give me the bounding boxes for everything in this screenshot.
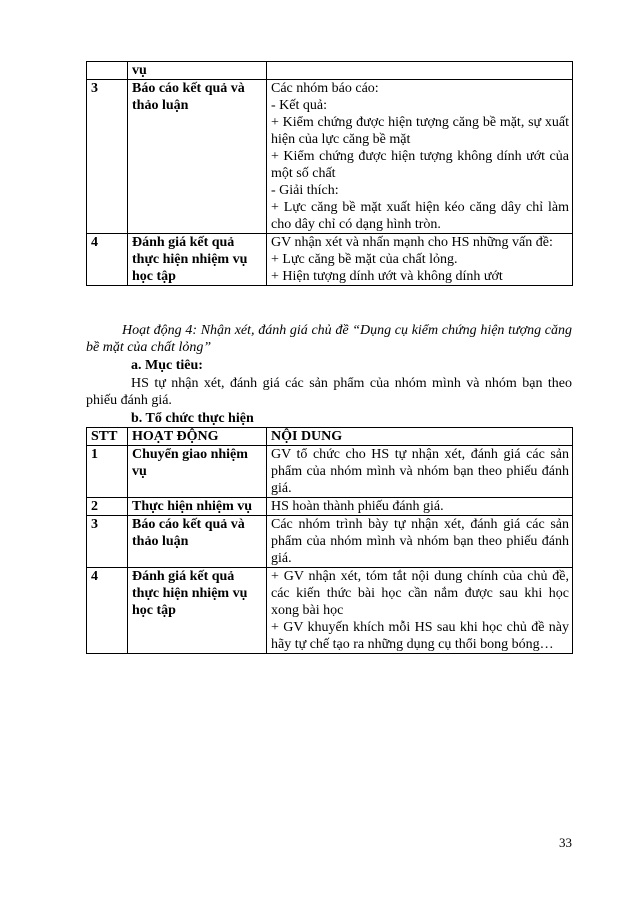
- stt-cell: 1: [87, 446, 128, 498]
- activity-cell: Đánh giá kết quả thực hiện nhiệm vụ học tập: [128, 234, 267, 286]
- stt-cell: 3: [87, 80, 128, 234]
- table-row: [87, 568, 573, 654]
- stt-cell: 2: [87, 498, 128, 516]
- header-activity: HOẠT ĐỘNG: [128, 428, 267, 446]
- content-cell: GV tổ chức cho HS tự nhận xét, đánh giá các sản phẩm của nhóm mình và nhóm bạn theo phiếu đánh giá.: [267, 446, 573, 498]
- page-number: 33: [559, 835, 572, 850]
- content-line: GV nhận xét và nhấn mạnh cho HS những vấn đề:: [271, 235, 553, 250]
- activity-section: [86, 322, 572, 356]
- table-row: [87, 498, 573, 516]
- table-header-row: [87, 428, 573, 446]
- header-stt: STT: [87, 428, 128, 446]
- content-line: + Kiểm chứng được hiện tượng căng bề mặt, sự xuất hiện của lực căng bề mặt: [271, 115, 569, 147]
- content-line: - Giải thích:: [271, 183, 339, 198]
- activity-cell: Chuyển giao nhiệm vụ: [128, 446, 267, 498]
- content-line: + Lực căng bề mặt của chất lỏng.: [271, 252, 458, 267]
- table-row: [87, 80, 573, 234]
- table-row: [87, 446, 573, 498]
- content-line: + Lực căng bề mặt xuất hiện kéo căng dây chỉ làm cho dây chỉ có dạng hình tròn.: [271, 200, 569, 232]
- table-row: [87, 62, 573, 80]
- content-line: + GV nhận xét, tóm tắt nội dung chính của chủ đề, các kiến thức bài học cần nắm được sau khi học xong bài học: [271, 569, 569, 618]
- objective-text: HS tự nhận xét, đánh giá các sản phẩm của nhóm mình và nhóm bạn theo phiếu đánh giá.: [86, 376, 572, 408]
- objective-heading: a. Mục tiêu:: [131, 358, 203, 373]
- content-line: - Kết quả:: [271, 98, 327, 113]
- stt-cell: [87, 62, 128, 80]
- table-row: [87, 516, 573, 568]
- header-content: NỘI DUNG: [267, 428, 573, 446]
- activity-cell: Báo cáo kết quả và thảo luận: [128, 516, 267, 568]
- content-cell: [267, 234, 573, 286]
- table-row: [87, 234, 573, 286]
- content-line: + Kiểm chứng được hiện tượng không dính ướt của một số chất: [271, 149, 569, 181]
- content-line: + Hiện tượng dính ướt và không dính ướt: [271, 269, 503, 284]
- activity-cell: Báo cáo kết quả và thảo luận: [128, 80, 267, 234]
- organization-table: [86, 427, 573, 654]
- stt-cell: 4: [87, 568, 128, 654]
- activity-cell: vụ: [128, 62, 267, 80]
- content-cell: HS hoàn thành phiếu đánh giá.: [267, 498, 573, 516]
- stt-cell: 3: [87, 516, 128, 568]
- content-cell: Các nhóm trình bày tự nhận xét, đánh giá các sản phẩm của nhóm mình và nhóm bạn theo phiếu đánh giá.: [267, 516, 573, 568]
- activity-title: Hoạt động 4: Nhận xét, đánh giá chủ đề “Dụng cụ kiểm chứng hiện tượng căng bề mặt của chất lỏng”: [86, 323, 572, 355]
- organization-heading: b. Tổ chức thực hiện: [131, 411, 254, 426]
- table-continued: [86, 61, 573, 286]
- content-cell: [267, 568, 573, 654]
- content-cell: [267, 62, 573, 80]
- activity-cell: Đánh giá kết quả thực hiện nhiệm vụ học tập: [128, 568, 267, 654]
- activity-cell: Thực hiện nhiệm vụ: [128, 498, 267, 516]
- content-line: Các nhóm báo cáo:: [271, 81, 379, 96]
- content-cell: [267, 80, 573, 234]
- content-line: + GV khuyến khích mỗi HS sau khi học chủ đề này hãy tự chế tạo ra những dụng cụ thổi bong bóng…: [271, 620, 569, 652]
- stt-cell: 4: [87, 234, 128, 286]
